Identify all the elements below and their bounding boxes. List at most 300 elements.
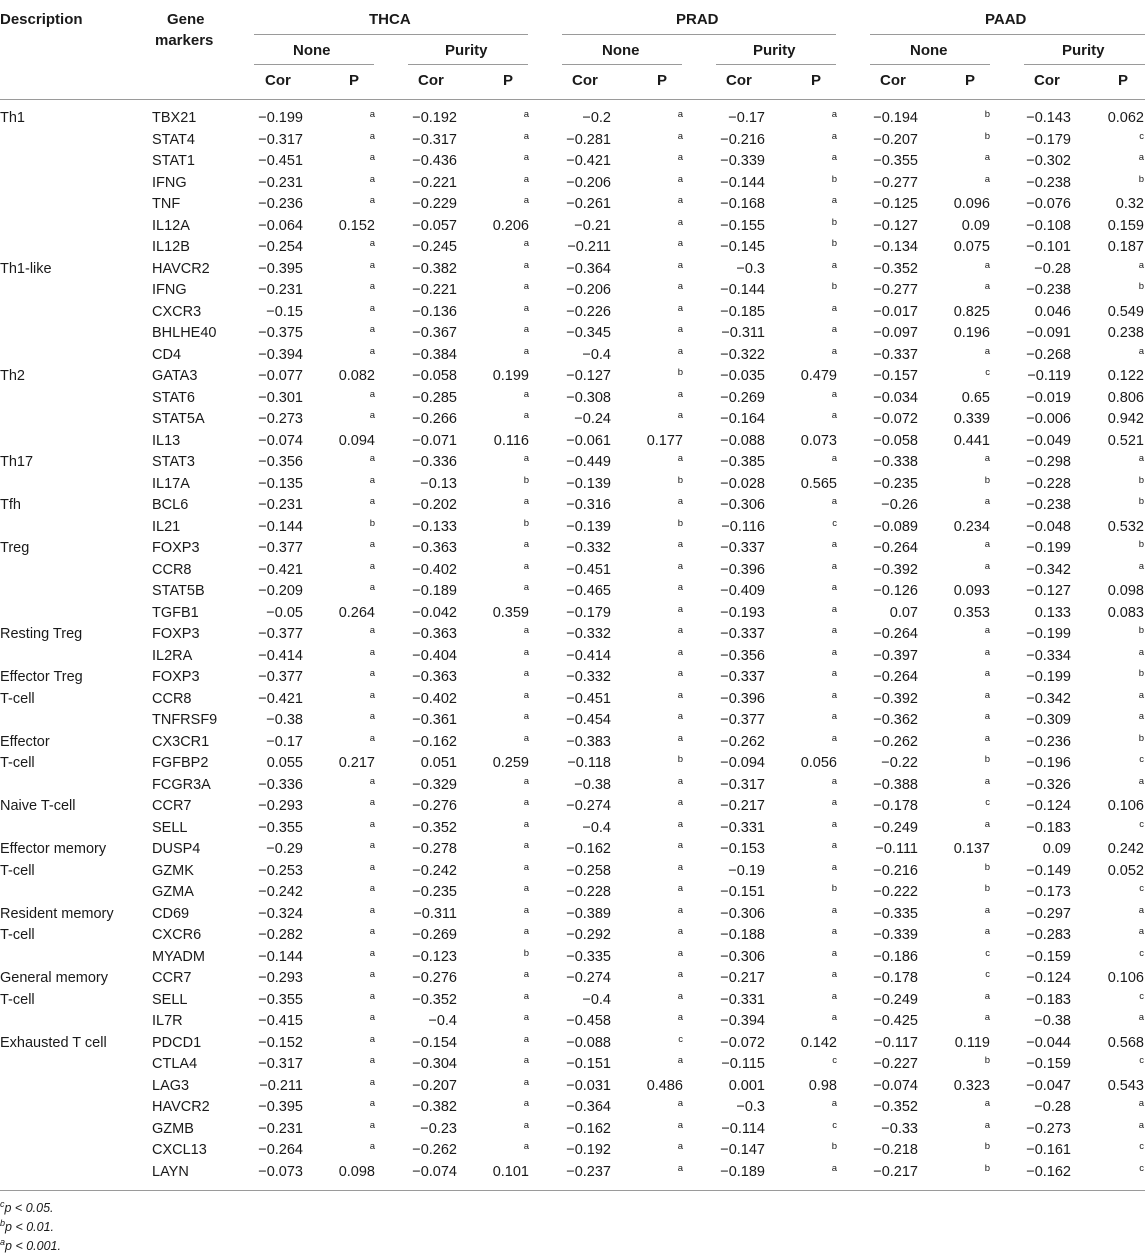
- cor-cell: −0.451: [258, 153, 303, 169]
- p-value-cell: a: [677, 1055, 683, 1066]
- header-p: P: [965, 72, 976, 89]
- table-row: [0, 323, 1145, 345]
- p-value-cell: a: [831, 732, 837, 744]
- p-value-cell: 0.543: [1107, 1077, 1144, 1094]
- p-value-cell: a: [369, 345, 375, 357]
- header-prad-purity: Purity: [753, 42, 796, 59]
- table-row: [0, 1011, 1145, 1033]
- cor-cell: −0.05: [266, 604, 303, 621]
- p-value-cell: 0.122: [1107, 368, 1144, 384]
- p-value-cell: a: [831, 259, 837, 271]
- footnote-text: p < 0.001.: [5, 1239, 61, 1254]
- cor-cell: −0.339: [720, 153, 765, 169]
- row-description: Resting Treg: [0, 626, 83, 642]
- cor-cell: −0.236: [1026, 733, 1071, 750]
- cor-cell: −0.28: [1034, 260, 1071, 277]
- cor-cell: −0.264: [873, 540, 918, 556]
- cor-cell: −0.24: [574, 411, 611, 427]
- p-value-cell: 0.486: [646, 1077, 683, 1094]
- p-value-cell: a: [1138, 345, 1144, 357]
- row-description: Exhausted T cell: [0, 1034, 107, 1051]
- row-description: Treg: [0, 540, 30, 556]
- table-row: [0, 667, 1145, 689]
- p-value-cell: c: [832, 1119, 837, 1131]
- p-value-cell: a: [831, 947, 837, 959]
- cor-cell: −0.421: [566, 153, 611, 169]
- cor-cell: −0.168: [720, 196, 765, 212]
- row-gene-marker: SELL: [152, 819, 188, 836]
- p-value-cell: a: [523, 883, 529, 894]
- cor-cell: −0.274: [566, 798, 611, 814]
- row-gene-marker: BHLHE40: [152, 325, 217, 341]
- p-value-cell: 0.101: [492, 1163, 529, 1180]
- row-gene-marker: SELL: [152, 991, 188, 1008]
- p-value-cell: a: [523, 496, 529, 507]
- p-value-cell: a: [831, 926, 837, 937]
- cor-cell: −0.17: [266, 733, 303, 750]
- cor-cell: −0.326: [1026, 776, 1071, 793]
- header-rule-prad: [562, 34, 836, 35]
- p-value-cell: a: [984, 281, 990, 292]
- cor-cell: −0.38: [574, 776, 611, 793]
- p-value-cell: 0.056: [800, 755, 837, 771]
- cor-cell: −0.309: [1026, 712, 1071, 728]
- cor-cell: −0.451: [566, 561, 611, 578]
- p-value-cell: b: [369, 517, 375, 529]
- cor-cell: −0.292: [566, 927, 611, 943]
- p-value-cell: c: [985, 367, 990, 378]
- p-value-cell: b: [984, 130, 990, 142]
- p-value-cell: a: [369, 152, 375, 163]
- header-gene-markers-line1: Gene: [167, 11, 205, 28]
- p-value-cell: a: [984, 345, 990, 357]
- p-value-cell: c: [1139, 754, 1144, 765]
- p-value-cell: a: [677, 1119, 683, 1131]
- p-value-cell: a: [523, 238, 529, 249]
- p-value-cell: a: [523, 1012, 529, 1023]
- cor-cell: −0.458: [566, 1013, 611, 1029]
- header-subrule-prad-purity: [716, 64, 836, 65]
- cor-cell: −0.133: [412, 518, 457, 535]
- p-value-cell: c: [1139, 130, 1144, 142]
- p-value-cell: b: [831, 281, 837, 292]
- p-value-cell: a: [369, 539, 375, 550]
- p-value-cell: a: [677, 195, 683, 206]
- cor-cell: −0.404: [412, 647, 457, 664]
- cor-cell: −0.088: [566, 1034, 611, 1051]
- p-value-cell: a: [523, 646, 529, 658]
- cor-cell: −0.139: [566, 475, 611, 492]
- p-value-cell: a: [831, 539, 837, 550]
- p-value-cell: b: [831, 1141, 837, 1152]
- table-row: [0, 646, 1145, 668]
- p-value-cell: a: [831, 195, 837, 206]
- cor-cell: −0.345: [566, 325, 611, 341]
- cor-cell: −0.117: [874, 1034, 918, 1051]
- p-value-cell: a: [984, 904, 990, 916]
- p-value-cell: a: [677, 560, 683, 572]
- p-value-cell: b: [831, 883, 837, 894]
- p-value-cell: a: [984, 926, 990, 937]
- cor-cell: −0.235: [412, 884, 457, 900]
- cor-cell: −0.058: [873, 432, 918, 449]
- row-gene-marker: STAT3: [152, 454, 195, 470]
- p-value-cell: a: [984, 1012, 990, 1023]
- cor-cell: −0.276: [412, 970, 457, 986]
- table-row: [0, 194, 1145, 216]
- row-gene-marker: TNF: [152, 196, 181, 212]
- table-row: [0, 366, 1145, 388]
- p-value-cell: a: [369, 1033, 375, 1045]
- table-row: [0, 216, 1145, 238]
- p-value-cell: b: [677, 517, 683, 529]
- cor-cell: −0.217: [720, 970, 765, 986]
- table-row: [0, 431, 1145, 453]
- cor-cell: −0.231: [258, 174, 303, 191]
- p-value-cell: b: [984, 754, 990, 765]
- cor-cell: −0.242: [412, 862, 457, 879]
- footnote-mark: a: [0, 1237, 6, 1247]
- cor-cell: −0.153: [720, 841, 765, 857]
- cor-cell: −0.324: [258, 905, 303, 922]
- cor-cell: −0.262: [720, 733, 765, 750]
- cor-cell: −0.162: [412, 733, 457, 750]
- cor-cell: −0.361: [412, 712, 457, 728]
- table-row: [0, 796, 1145, 818]
- cor-cell: −0.173: [1026, 884, 1071, 900]
- cor-cell: −0.199: [1026, 626, 1071, 642]
- p-value-cell: 0.083: [1107, 604, 1144, 621]
- row-description: Effector: [0, 733, 50, 750]
- row-gene-marker: IFNG: [152, 174, 187, 191]
- p-value-cell: 0.942: [1107, 411, 1144, 427]
- p-value-cell: a: [677, 238, 683, 249]
- row-gene-marker: HAVCR2: [152, 260, 210, 277]
- cor-cell: −0.389: [566, 905, 611, 922]
- table-row: [0, 818, 1145, 840]
- p-value-cell: a: [677, 689, 683, 701]
- p-value-cell: a: [523, 732, 529, 744]
- cor-cell: −0.217: [873, 1163, 918, 1180]
- cor-cell: −0.363: [412, 626, 457, 642]
- row-gene-marker: GZMA: [152, 884, 194, 900]
- cor-cell: −0.402: [412, 690, 457, 707]
- p-value-cell: 0.196: [953, 325, 990, 341]
- row-gene-marker: FOXP3: [152, 540, 200, 556]
- p-value-cell: a: [984, 668, 990, 679]
- p-value-cell: a: [369, 496, 375, 507]
- p-value-cell: a: [523, 453, 529, 464]
- p-value-cell: 0.568: [1107, 1034, 1144, 1051]
- cor-cell: −0.207: [873, 131, 918, 148]
- p-value-cell: a: [523, 711, 529, 722]
- cor-cell: −0.209: [258, 583, 303, 599]
- row-gene-marker: DUSP4: [152, 841, 201, 857]
- row-gene-marker: GZMB: [152, 1120, 194, 1137]
- p-value-cell: a: [831, 711, 837, 722]
- p-value-cell: c: [1139, 990, 1144, 1002]
- p-value-cell: a: [677, 582, 683, 593]
- cor-cell: 0.001: [728, 1077, 765, 1094]
- p-value-cell: a: [523, 302, 529, 314]
- cor-cell: −0.362: [873, 712, 918, 728]
- table-row: [0, 947, 1145, 969]
- p-value-cell: a: [984, 453, 990, 464]
- cor-cell: −0.034: [873, 389, 918, 406]
- cor-cell: −0.073: [258, 1163, 303, 1180]
- cor-cell: −0.264: [258, 1142, 303, 1158]
- row-gene-marker: IL21: [152, 518, 181, 535]
- p-value-cell: a: [523, 388, 529, 400]
- p-value-cell: a: [677, 797, 683, 808]
- p-value-cell: b: [984, 883, 990, 894]
- cor-cell: −0.114: [721, 1120, 765, 1137]
- p-value-cell: a: [369, 732, 375, 744]
- p-value-cell: a: [677, 496, 683, 507]
- p-value-cell: a: [677, 861, 683, 873]
- cor-cell: −0.186: [873, 948, 918, 965]
- p-value-cell: a: [1138, 1012, 1144, 1023]
- cor-cell: −0.331: [720, 819, 765, 836]
- p-value-cell: a: [523, 1033, 529, 1045]
- cor-cell: −0.017: [873, 303, 918, 320]
- row-gene-marker: LAG3: [152, 1077, 190, 1094]
- cor-cell: −0.119: [1027, 368, 1071, 384]
- table-row: [0, 882, 1145, 904]
- p-value-cell: a: [831, 1012, 837, 1023]
- cor-cell: −0.126: [873, 583, 918, 599]
- cor-cell: −0.396: [720, 690, 765, 707]
- row-gene-marker: IL13: [152, 432, 181, 449]
- cor-cell: −0.334: [1026, 647, 1071, 664]
- p-value-cell: a: [1138, 152, 1144, 163]
- cor-cell: −0.421: [258, 561, 303, 578]
- cor-cell: −0.4: [582, 991, 611, 1008]
- row-description: T-cell: [0, 862, 35, 879]
- p-value-cell: a: [831, 302, 837, 314]
- cor-cell: −0.264: [873, 626, 918, 642]
- cor-cell: −0.355: [258, 819, 303, 836]
- p-value-cell: a: [677, 302, 683, 314]
- cor-cell: −0.355: [873, 153, 918, 169]
- cor-cell: −0.311: [721, 325, 765, 341]
- p-value-cell: a: [677, 109, 683, 120]
- p-value-cell: a: [984, 560, 990, 572]
- p-value-cell: a: [369, 130, 375, 142]
- p-value-cell: a: [831, 410, 837, 421]
- p-value-cell: c: [832, 517, 837, 529]
- cor-cell: −0.149: [1026, 862, 1071, 879]
- p-value-cell: 0.264: [338, 604, 375, 621]
- cor-cell: −0.306: [720, 905, 765, 922]
- p-value-cell: a: [369, 1055, 375, 1066]
- cor-cell: −0.242: [258, 884, 303, 900]
- row-description: Naive T-cell: [0, 798, 76, 814]
- cor-cell: −0.236: [258, 196, 303, 212]
- cor-cell: −0.356: [720, 647, 765, 664]
- p-value-cell: c: [1139, 818, 1144, 830]
- p-value-cell: c: [832, 1055, 837, 1066]
- cor-cell: −0.076: [1026, 196, 1071, 212]
- cor-cell: −0.235: [873, 475, 918, 492]
- cor-cell: −0.262: [412, 1142, 457, 1158]
- cor-cell: −0.237: [566, 1163, 611, 1180]
- p-value-cell: a: [523, 1098, 529, 1109]
- p-value-cell: a: [831, 109, 837, 120]
- cor-cell: −0.211: [259, 1077, 303, 1094]
- header-p: P: [811, 72, 822, 89]
- cor-cell: −0.183: [1026, 819, 1071, 836]
- cor-cell: −0.451: [566, 690, 611, 707]
- p-value-cell: c: [985, 947, 990, 959]
- cor-cell: −0.178: [873, 798, 918, 814]
- cor-cell: −0.238: [1026, 497, 1071, 513]
- header-cancer-thca: THCA: [369, 11, 411, 28]
- p-value-cell: a: [523, 797, 529, 808]
- p-value-cell: a: [984, 152, 990, 163]
- header-cor: Cor: [1034, 72, 1060, 89]
- cor-cell: 0.055: [266, 755, 303, 771]
- cor-cell: −0.164: [720, 411, 765, 427]
- p-value-cell: a: [369, 195, 375, 206]
- cor-cell: −0.38: [1034, 1013, 1071, 1029]
- header-subrule-paad-none: [870, 64, 990, 65]
- p-value-cell: a: [677, 1141, 683, 1152]
- cor-cell: −0.414: [258, 647, 303, 664]
- cor-cell: −0.13: [420, 475, 457, 492]
- cor-cell: −0.317: [258, 131, 303, 148]
- p-value-cell: 0.062: [1107, 110, 1144, 126]
- row-gene-marker: GZMK: [152, 862, 194, 879]
- header-prad-none: None: [602, 42, 640, 59]
- row-gene-marker: CXCR6: [152, 927, 202, 943]
- p-value-cell: a: [369, 582, 375, 593]
- p-value-cell: 0.206: [492, 217, 529, 234]
- cor-cell: −0.049: [1026, 432, 1071, 449]
- row-description: Th1-like: [0, 260, 52, 277]
- p-value-cell: a: [831, 1162, 837, 1174]
- p-value-cell: b: [523, 947, 529, 959]
- p-value-cell: a: [984, 539, 990, 550]
- p-value-cell: a: [369, 625, 375, 636]
- p-value-cell: b: [984, 1162, 990, 1174]
- cor-cell: −0.17: [728, 110, 765, 126]
- cor-cell: −0.317: [720, 776, 765, 793]
- p-value-cell: a: [984, 990, 990, 1002]
- table-row: [0, 517, 1145, 539]
- p-value-cell: a: [369, 711, 375, 722]
- cor-cell: −0.094: [720, 755, 765, 771]
- p-value-cell: a: [677, 969, 683, 980]
- p-value-cell: a: [369, 926, 375, 937]
- p-value-cell: a: [831, 324, 837, 335]
- p-value-cell: a: [523, 969, 529, 980]
- cor-cell: −0.301: [258, 389, 303, 406]
- p-value-cell: a: [369, 990, 375, 1002]
- cor-cell: −0.388: [873, 776, 918, 793]
- p-value-cell: 0.825: [953, 303, 990, 320]
- p-value-cell: a: [523, 625, 529, 636]
- table-row: [0, 861, 1145, 883]
- p-value-cell: a: [523, 1076, 529, 1088]
- row-gene-marker: IL12A: [152, 217, 190, 234]
- cor-cell: −0.394: [720, 1013, 765, 1029]
- cor-cell: −0.335: [873, 905, 918, 922]
- p-value-cell: a: [984, 173, 990, 185]
- cor-cell: −0.144: [720, 282, 765, 298]
- cor-cell: −0.449: [566, 454, 611, 470]
- p-value-cell: a: [369, 818, 375, 830]
- p-value-cell: a: [523, 173, 529, 185]
- p-value-cell: a: [523, 1055, 529, 1066]
- cor-cell: −0.306: [720, 948, 765, 965]
- header-cor: Cor: [418, 72, 444, 89]
- cor-cell: −0.264: [873, 669, 918, 685]
- cor-cell: −0.228: [566, 884, 611, 900]
- p-value-cell: a: [831, 345, 837, 357]
- row-gene-marker: IL12B: [152, 239, 190, 255]
- row-description: Resident memory: [0, 905, 114, 922]
- p-value-cell: a: [831, 969, 837, 980]
- row-gene-marker: CCR8: [152, 690, 192, 707]
- p-value-cell: b: [523, 474, 529, 486]
- cor-cell: −0.216: [720, 131, 765, 148]
- cor-cell: −0.4: [428, 1013, 457, 1029]
- table-row: [0, 130, 1145, 152]
- p-value-cell: a: [1138, 689, 1144, 701]
- p-value-cell: a: [677, 668, 683, 679]
- p-value-cell: a: [677, 259, 683, 271]
- cor-cell: −0.33: [881, 1120, 918, 1137]
- cor-cell: −0.269: [720, 389, 765, 406]
- p-value-cell: a: [984, 646, 990, 658]
- p-value-cell: 0.093: [953, 583, 990, 599]
- cor-cell: −0.382: [412, 1099, 457, 1115]
- cor-cell: −0.377: [720, 712, 765, 728]
- row-gene-marker: LAYN: [152, 1163, 189, 1180]
- p-value-cell: a: [523, 109, 529, 120]
- p-value-cell: a: [523, 560, 529, 572]
- cor-cell: −0.332: [566, 540, 611, 556]
- p-value-cell: b: [831, 238, 837, 249]
- cor-cell: −0.392: [873, 561, 918, 578]
- row-gene-marker: STAT5B: [152, 583, 205, 599]
- table-row: [0, 280, 1145, 302]
- header-subrule-thca-none: [254, 64, 374, 65]
- p-value-cell: a: [1138, 904, 1144, 916]
- p-value-cell: a: [677, 216, 683, 228]
- p-value-cell: a: [677, 603, 683, 615]
- table-row: [0, 302, 1145, 324]
- row-gene-marker: PDCD1: [152, 1034, 202, 1051]
- cor-cell: −0.231: [258, 282, 303, 298]
- p-value-cell: a: [523, 324, 529, 335]
- cor-cell: 0.09: [1042, 841, 1071, 857]
- row-gene-marker: IL17A: [152, 475, 190, 492]
- cor-cell: −0.352: [412, 819, 457, 836]
- p-value-cell: a: [369, 969, 375, 980]
- p-value-cell: a: [1138, 646, 1144, 658]
- cor-cell: −0.221: [412, 174, 457, 191]
- row-gene-marker: MYADM: [152, 948, 205, 965]
- footnote-text: p < 0.01.: [5, 1220, 55, 1235]
- cor-cell: −0.356: [258, 454, 303, 470]
- p-value-cell: a: [369, 453, 375, 464]
- p-value-cell: a: [831, 668, 837, 679]
- p-value-cell: b: [1138, 496, 1144, 507]
- cor-cell: −0.143: [1026, 110, 1071, 126]
- cor-cell: −0.3: [736, 260, 765, 277]
